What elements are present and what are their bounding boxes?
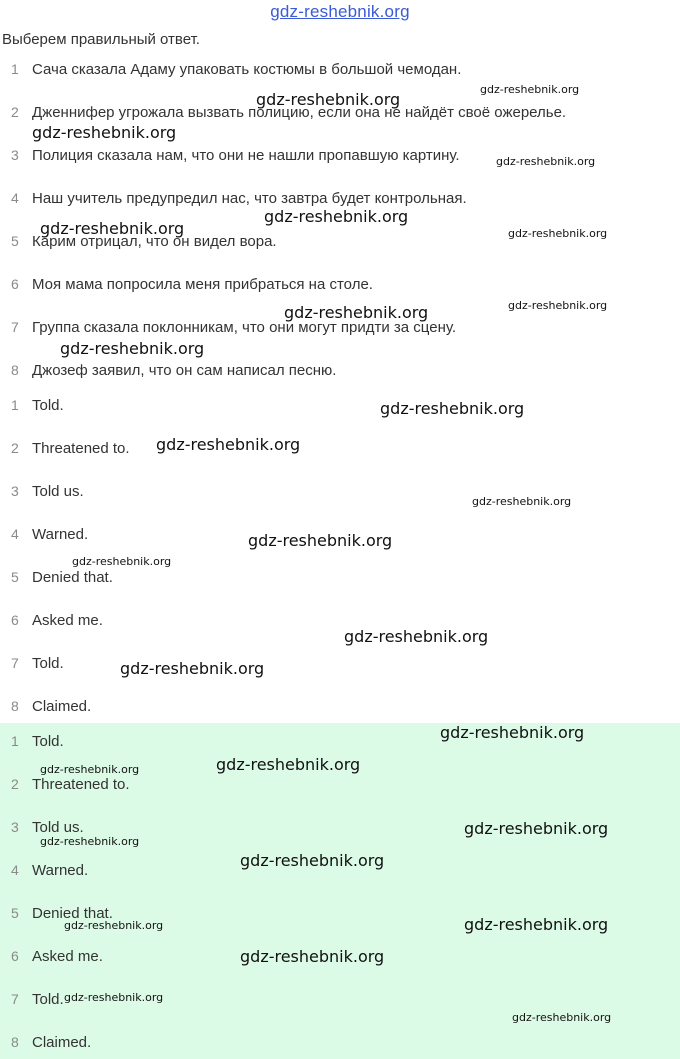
item-number: 4 bbox=[11, 862, 19, 878]
watermark: gdz-reshebnik.org bbox=[40, 763, 140, 776]
item-text: Наш учитель предупредил нас, что завтра будет контрольная. bbox=[32, 190, 467, 207]
item-number: 1 bbox=[11, 397, 19, 413]
watermark: gdz-reshebnik.org bbox=[264, 207, 409, 226]
item-text: Denied that. bbox=[32, 905, 113, 922]
item-text: Told. bbox=[32, 991, 64, 1008]
watermark: gdz-reshebnik.org bbox=[472, 495, 572, 508]
list-item bbox=[0, 1034, 680, 1054]
watermark: gdz-reshebnik.org bbox=[72, 555, 172, 568]
watermark: gdz-reshebnik.org bbox=[240, 851, 385, 870]
watermark: gdz-reshebnik.org bbox=[440, 723, 585, 742]
item-text: Threatened to. bbox=[32, 776, 130, 793]
item-text: Claimed. bbox=[32, 1034, 92, 1051]
watermark: gdz-reshebnik.org bbox=[464, 819, 609, 838]
item-text: Claimed. bbox=[32, 698, 92, 715]
item-text: Карим отрицал, что он видел вора. bbox=[32, 233, 277, 250]
item-number: 1 bbox=[11, 733, 19, 749]
item-number: 6 bbox=[11, 612, 19, 628]
watermark: gdz-reshebnik.org bbox=[380, 399, 525, 418]
watermark: gdz-reshebnik.org bbox=[256, 90, 401, 109]
item-number: 3 bbox=[11, 147, 19, 163]
item-number: 8 bbox=[11, 698, 19, 714]
item-text: Told. bbox=[32, 655, 64, 672]
item-number: 6 bbox=[11, 276, 19, 292]
list-item bbox=[0, 276, 680, 296]
watermark: gdz-reshebnik.org bbox=[512, 1011, 612, 1024]
item-number: 8 bbox=[11, 1034, 19, 1050]
list-item bbox=[0, 776, 680, 796]
watermark: gdz-reshebnik.org bbox=[156, 435, 301, 454]
item-text: Asked me. bbox=[32, 948, 103, 965]
watermark: gdz-reshebnik.org bbox=[508, 227, 608, 240]
watermark: gdz-reshebnik.org bbox=[496, 155, 596, 168]
watermark: gdz-reshebnik.org bbox=[240, 947, 385, 966]
item-number: 7 bbox=[11, 991, 19, 1007]
watermark: gdz-reshebnik.org bbox=[344, 627, 489, 646]
watermark: gdz-reshebnik.org bbox=[248, 531, 393, 550]
site-header-link[interactable]: gdz-reshebnik.org bbox=[270, 2, 410, 21]
item-number: 2 bbox=[11, 104, 19, 120]
item-text: Сача сказала Адаму упаковать костюмы в большой чемодан. bbox=[32, 61, 462, 78]
list-item bbox=[0, 397, 680, 417]
item-number: 4 bbox=[11, 190, 19, 206]
watermark: gdz-reshebnik.org bbox=[64, 919, 164, 932]
watermark: gdz-reshebnik.org bbox=[508, 299, 608, 312]
watermark: gdz-reshebnik.org bbox=[284, 303, 429, 322]
item-text: Told us. bbox=[32, 819, 84, 836]
item-number: 3 bbox=[11, 483, 19, 499]
watermark: gdz-reshebnik.org bbox=[40, 219, 185, 238]
item-number: 5 bbox=[11, 233, 19, 249]
watermark: gdz-reshebnik.org bbox=[120, 659, 265, 678]
watermark: gdz-reshebnik.org bbox=[40, 835, 140, 848]
watermark: gdz-reshebnik.org bbox=[464, 915, 609, 934]
item-text: Told. bbox=[32, 733, 64, 750]
item-number: 7 bbox=[11, 655, 19, 671]
list-item bbox=[0, 440, 680, 460]
list-item bbox=[0, 569, 680, 589]
list-item bbox=[0, 362, 680, 382]
item-number: 3 bbox=[11, 819, 19, 835]
watermark: gdz-reshebnik.org bbox=[480, 83, 580, 96]
item-text: Warned. bbox=[32, 862, 89, 879]
item-number: 8 bbox=[11, 362, 19, 378]
list-item bbox=[0, 698, 680, 718]
watermark: gdz-reshebnik.org bbox=[216, 755, 361, 774]
list-item bbox=[0, 612, 680, 632]
item-number: 7 bbox=[11, 319, 19, 335]
item-text: Denied that. bbox=[32, 569, 113, 586]
item-number: 1 bbox=[11, 61, 19, 77]
item-number: 5 bbox=[11, 569, 19, 585]
item-number: 6 bbox=[11, 948, 19, 964]
watermark: gdz-reshebnik.org bbox=[32, 123, 177, 142]
item-text: Told. bbox=[32, 397, 64, 414]
item-text: Asked me. bbox=[32, 612, 103, 629]
item-text: Дженнифер угрожала вызвать полицию, если она не найдёт своё ожерелье. bbox=[32, 104, 567, 121]
list-item bbox=[0, 483, 680, 503]
watermark: gdz-reshebnik.org bbox=[60, 339, 205, 358]
item-number: 2 bbox=[11, 776, 19, 792]
item-text: Полиция сказала нам, что они не нашли пропавшую картину. bbox=[32, 147, 460, 164]
item-text: Группа сказала поклонникам, что они могут придти за сцену. bbox=[32, 319, 457, 336]
item-text: Джозеф заявил, что он сам написал песню. bbox=[32, 362, 337, 379]
watermark: gdz-reshebnik.org bbox=[64, 991, 164, 1004]
item-number: 4 bbox=[11, 526, 19, 542]
item-text: Warned. bbox=[32, 526, 89, 543]
item-text: Моя мама попросила меня прибраться на столе. bbox=[32, 276, 373, 293]
list-item bbox=[0, 61, 680, 81]
list-item bbox=[0, 319, 680, 339]
item-number: 2 bbox=[11, 440, 19, 456]
item-number: 5 bbox=[11, 905, 19, 921]
list-item bbox=[0, 655, 680, 675]
item-text: Threatened to. bbox=[32, 440, 130, 457]
intro-text: Выберем правильный ответ. bbox=[2, 31, 200, 48]
item-text: Told us. bbox=[32, 483, 84, 500]
